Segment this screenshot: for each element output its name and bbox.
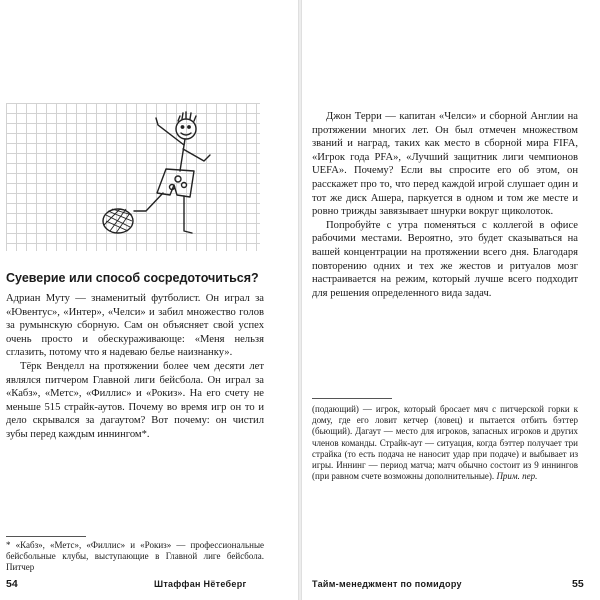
- paragraph-try-swap: Попробуйте с утра поменяться с коллегой в офисе рабочими местами. Вероятно, это будет сказываться на вашей концентрации на протяжении всего дня. Благодаря повторению одних и тех же жестов и ритуалов мозг настраивается на режим, который лучше всего подходит для решения определенного вида задач.: [312, 219, 578, 299]
- stick-figure-football-doodle: [6, 103, 260, 251]
- illustration-stick-figure-football: [6, 103, 260, 251]
- translator-note: Прим. пер.: [496, 471, 538, 482]
- footnote-right: [312, 404, 578, 482]
- footnote-rule: [312, 398, 392, 399]
- right-page: [302, 0, 600, 600]
- left-body-text: [6, 292, 264, 442]
- paragraph-mutu: Адриан Муту — знаменитый футболист. Он играл за «Ювентус», «Интер», «Челси» и забил множество голов за румынскую сборную. Сам он объясняет свой успех очень просто и обескураживающе: «Меня нельзя сглазить, потому что я надеваю белье наизнанку».: [6, 293, 264, 359]
- right-body-text: [312, 110, 578, 300]
- running-head-author: Штаффан Нётеберг: [154, 579, 247, 589]
- paragraph-terry: Джон Терри — капитан «Челси» и сборной Англии на протяжении многих лет. Он был отмечен множеством званий и наград, таких как место в сборной мира FIFA, «Игрок года PFA», «Лучший защитник лиги чемпионов UEFA». Почему? Если вы спросите его об этом, он расскажет про то, что перед каждой игрой слушает один и тот же диск Ашера, паркуется в одном и том же месте и ровно трижды завязывает шнурки вокруг щиколоток.: [312, 111, 578, 218]
- page-number-right: 55: [572, 578, 584, 590]
- page-number-left: 54: [6, 578, 18, 590]
- footnote-left: * «Кабз», «Метс», «Филлис» и «Рокиз» — профессиональные бейсбольные клубы, выступающие в Главной лиге бейсбола. Питчер: [6, 540, 264, 573]
- running-head-title: Тайм-менеджмент по помидору: [312, 579, 462, 589]
- footnote-right-text: (подающий) — игрок, который бросает мяч с питчерской горки к дому, где его ловит кетчер (ловец) и пытается отбить бэттер (бьющий). Дагаут — место для игроков, запасных игроков и других членов команды. Страйк-аут — ситуация, когда бэттер получает три страйка (то есть подача не наносит удар при подаче) и выбывает из игры. Иннинг — период матча; матч обычно состоит из 9 иннингов (при равном счете возможны дополнительные).: [312, 404, 578, 482]
- section-heading: Суеверие или способ сосредоточиться?: [6, 271, 259, 285]
- left-page: [0, 0, 298, 600]
- paragraph-wendell: Тёрк Венделл на протяжении более чем десяти лет являлся питчером Главной лиги бейсбола. Он играл за «Кабз», «Метс», «Филлис» и «Рокиз». На его счету не меньше 515 страйк-аутов. Почему во время игр он то и дело скрывался за дагаутом? Вот почему: он чистил зубы перед каждым иннингом*.: [6, 360, 264, 440]
- footnote-rule: [6, 536, 86, 537]
